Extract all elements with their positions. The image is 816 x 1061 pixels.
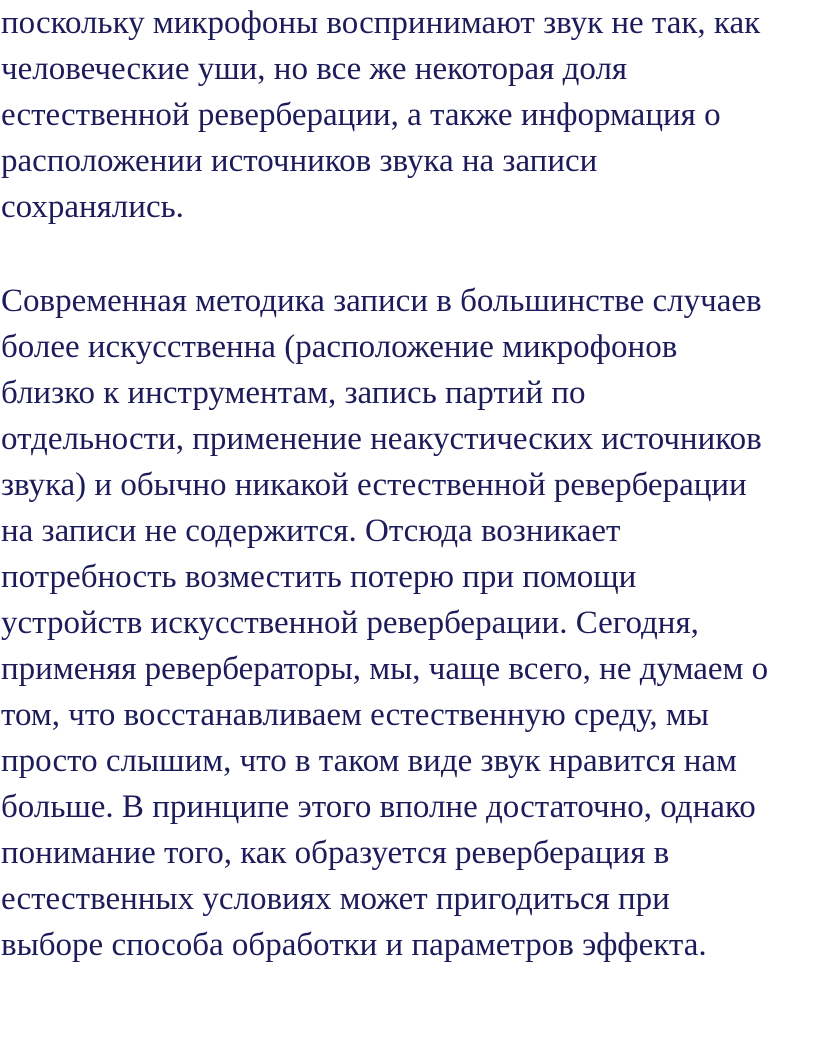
text-line: отдельности, применение неакустических источников <box>1 421 762 457</box>
text-line: звука) и обычно никакой естественной реверберации <box>1 467 747 503</box>
text-line: на записи не содержится. Отсюда возникает <box>1 513 621 549</box>
text-line: том, что восстанавливаем естественную среду, мы <box>1 697 709 733</box>
text-line: поскольку микрофоны воспринимают звук не так, как <box>1 5 761 41</box>
text-line: близко к инструментам, запись партий по <box>1 375 586 411</box>
text-line: выборе способа обработки и параметров эффекта. <box>1 927 707 963</box>
text-line: устройств искусственной реверберации. Сегодня, <box>1 605 699 641</box>
text-line: просто слышим, что в таком виде звук нравится нам <box>1 743 737 779</box>
text-line: применяя ревербераторы, мы, чаще всего, не думаем о <box>1 651 769 687</box>
text-line: больше. В принципе этого вполне достаточно, однако <box>1 789 756 825</box>
text-line: человеческие уши, но все же некоторая доля <box>1 51 628 87</box>
text-line: потребность возместить потерю при помощи <box>1 559 637 595</box>
text-line: Современная методика записи в большинстве случаев <box>1 283 762 319</box>
text-line: естественных условиях может пригодиться при <box>1 881 670 917</box>
text-line: расположении источников звука на записи <box>1 143 598 179</box>
text-line: естественной реверберации, а также информация о <box>1 97 721 133</box>
text-line: сохранялись. <box>1 189 184 225</box>
text-line: понимание того, как образуется реверберация в <box>1 835 670 871</box>
text-line: более искусственна (расположение микрофонов <box>1 329 678 365</box>
